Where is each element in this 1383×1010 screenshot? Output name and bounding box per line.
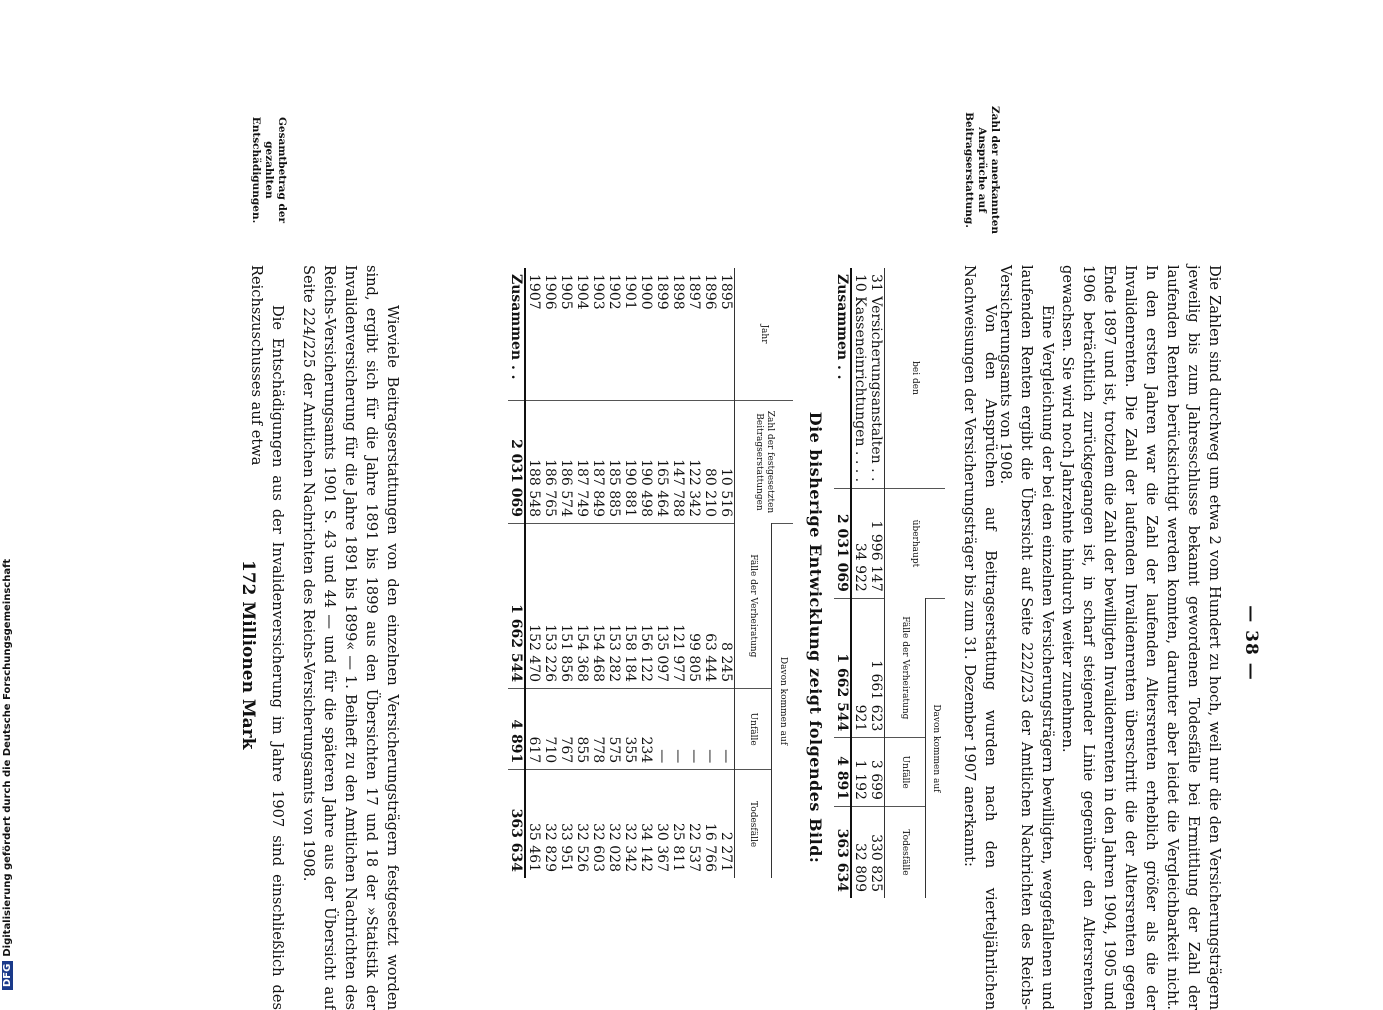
t2-cell: 1900: [638, 274, 654, 310]
page-number: — 38 —: [1241, 605, 1261, 681]
t2-cell: 22 537: [686, 770, 702, 878]
heading-entwicklung: Die bisherige Entwicklung zeigt folgendes Bild:: [806, 411, 825, 864]
t2-cell: 355: [622, 689, 638, 770]
t2-cell: 154 368: [574, 524, 590, 689]
t2-row: [574, 268, 590, 878]
t2-total-cell: 4 891: [508, 689, 525, 770]
digitization-note: Digitalisierung gefördert durch die Deutsche Forschungsgemeinschaft: [2, 558, 13, 957]
t2-row: [606, 268, 622, 878]
t2-cell: 190 498: [638, 401, 654, 524]
t1-cell: 34 922: [851, 489, 868, 599]
t2-cell: 152 470: [525, 524, 542, 689]
t2-cell: 153 282: [606, 524, 622, 689]
t2-cell: 188 548: [525, 401, 542, 524]
t2-cell: 1904: [574, 274, 590, 310]
t2-total-cell: 1 662 544: [508, 524, 525, 689]
t2-cell: 80 210: [702, 401, 718, 524]
paragraph-entschaedigungen: Die Entschädigungen aus der Invalidenversicherung im Jahre 1907 sind einschließlich des Reichszuschusses auf etwa: [248, 265, 286, 1010]
t2-cell: 25 811: [670, 770, 686, 878]
t1-cell: 330 825: [868, 806, 885, 898]
t2-cell: 16 766: [702, 770, 718, 878]
margin-note-entschaedigungen: Gesamtbetrag der gezahlten Entschädigungen.: [250, 116, 288, 224]
table-entwicklung: [508, 268, 793, 878]
t2-cell: 1902: [606, 274, 622, 310]
t1-row: [851, 268, 868, 898]
t2-cell: 187 849: [590, 401, 606, 524]
t2-cell: 10 516: [718, 401, 735, 524]
t2-row: [638, 268, 654, 878]
t1-header-ueberhaupt: überhaupt: [885, 489, 946, 599]
t2-cell: 156 122: [638, 524, 654, 689]
t2-cell: 122 342: [686, 401, 702, 524]
t1-total-cell: 1 662 544: [834, 598, 851, 738]
t2-row: [702, 268, 718, 878]
t1-total-cell: Zusammen . .: [834, 268, 851, 489]
t1-cell: 31 Versicherungsanstalten . .: [868, 274, 884, 482]
t1-total-row: [834, 268, 851, 898]
t1-group-header: Davon kommen auf: [926, 598, 946, 898]
t2-row: [686, 268, 702, 878]
t2-cell: 35 461: [525, 770, 542, 878]
t2-cell: —: [686, 689, 702, 770]
t2-cell: 33 951: [558, 770, 574, 878]
t2-row: [670, 268, 686, 878]
t2-cell: 151 856: [558, 524, 574, 689]
t2-cell: 710: [542, 689, 558, 770]
t2-total-cell: 2 031 069: [508, 401, 525, 524]
t1-header-unfaelle: Unfälle: [885, 738, 926, 807]
t2-cell: 187 749: [574, 401, 590, 524]
t2-cell: 121 977: [670, 524, 686, 689]
t2-cell: 190 881: [622, 401, 638, 524]
t2-cell: 30 367: [654, 770, 670, 878]
t2-cell: 153 226: [542, 524, 558, 689]
paragraph-beitragserstattungen: Wieviele Beitragserstattungen von den einzelnen Versicherungsträgern festgesetzt worden sind, ergibt sich für die Jahre 1891 bis 1899 aus den Übersichten 17 und 18 der »Statistik der Invalidenversicherung für die Jahre 1891 bis 1899« — 1. Beiheft zu den Amtlichen Nachrichten des Reichs-Versicherungsamts 1901 S. 43 und 44 — und für die späteren Jahre aus der Übersicht auf Seite 224/225 der Amtlichen Nachrichten des Reichs-Versicherungsamts von 1908.: [300, 265, 401, 1010]
t2-cell: 165 464: [654, 401, 670, 524]
t2-cell: —: [670, 689, 686, 770]
t2-cell: 147 788: [670, 401, 686, 524]
t1-header-todesfaelle: Todesfälle: [885, 806, 926, 898]
t2-header-unfaelle: Unfälle: [735, 689, 772, 770]
t1-cell: 32 809: [851, 806, 868, 898]
t2-row: [525, 268, 542, 878]
t2-cell: 32 028: [606, 770, 622, 878]
t2-header-jahr: Jahr: [735, 268, 794, 401]
t2-cell: 34 142: [638, 770, 654, 878]
t2-cell: 186 765: [542, 401, 558, 524]
t2-cell: 778: [590, 689, 606, 770]
margin-note-beitragserstattung: Zahl der anerkannten Ansprüche auf Beitragserstattung.: [963, 105, 1001, 235]
paragraph-ansprueche: Von den Ansprüchen auf Beitragserstattung wurden nach den vierteljährlichen Nachweisungen der Versicherungsträger bis zum 31. Dezember 1907 anerkannt:: [961, 265, 999, 1010]
t2-cell: 1901: [622, 274, 638, 310]
t2-cell: 135 097: [654, 524, 670, 689]
t2-cell: 32 342: [622, 770, 638, 878]
t2-cell: 154 468: [590, 524, 606, 689]
t2-cell: 32 526: [574, 770, 590, 878]
t1-total-cell: 4 891: [834, 738, 851, 807]
t2-row: [590, 268, 606, 878]
dfg-logo: DFG: [2, 961, 13, 990]
t1-cell: 921: [851, 598, 868, 738]
t2-cell: 2 271: [718, 770, 735, 878]
t1-cell: 10 Kasseneinrichtungen . . . .: [852, 274, 868, 483]
t1-cell: 1 192: [851, 738, 868, 807]
t2-group-header: Davon kommen auf: [772, 524, 794, 879]
t2-cell: 185 885: [606, 401, 622, 524]
paragraph-vergleichung: Eine Vergleichung der bei den einzelnen Versicherungsträgern bewilligten, weggefallenen und laufenden Renten ergibt die Übersicht auf Seite 222/223 der Amtlichen Nachrichten des Reichs-Versicherungsamts von 1908.: [997, 265, 1056, 1010]
t2-cell: 99 805: [686, 524, 702, 689]
t2-cell: —: [718, 689, 735, 770]
t2-row: [558, 268, 574, 878]
t2-cell: —: [654, 689, 670, 770]
t2-cell: 1898: [670, 274, 686, 310]
t2-total-cell: Zusammen . .: [508, 268, 525, 401]
t2-cell: 234: [638, 689, 654, 770]
t2-row: [654, 268, 670, 878]
t1-cell: 1 996 147: [868, 489, 885, 599]
t1-header-bei-den: bei den: [885, 268, 946, 489]
t2-header-festgesetzte: Zahl der festgesetzten Beitragserstattungen: [735, 401, 794, 524]
t2-cell: 1896: [702, 274, 718, 310]
t2-cell: 1895: [718, 274, 734, 310]
t2-total-cell: 363 634: [508, 770, 525, 878]
t2-cell: 63 444: [702, 524, 718, 689]
t1-cell: 3 699: [868, 738, 885, 807]
t2-cell: 1899: [654, 274, 670, 310]
t2-row: [718, 268, 735, 878]
t2-cell: 8 245: [718, 524, 735, 689]
t2-cell: 575: [606, 689, 622, 770]
t2-cell: 158 184: [622, 524, 638, 689]
t2-cell: 1905: [558, 274, 574, 310]
table-anerkannte-ansprueche: [834, 268, 945, 898]
t2-cell: 617: [525, 689, 542, 770]
t2-header-verheiratung: Fälle der Verheiratung: [735, 524, 772, 689]
t1-total-cell: 2 031 069: [834, 489, 851, 599]
t2-cell: 186 574: [558, 401, 574, 524]
t1-cell: 1 661 623: [868, 598, 885, 738]
t2-cell: 32 603: [590, 770, 606, 878]
t2-cell: 855: [574, 689, 590, 770]
t2-cell: 767: [558, 689, 574, 770]
t2-total-row: [508, 268, 525, 878]
amount-millionen: 172 Millionen Mark: [238, 560, 258, 750]
t2-row: [622, 268, 638, 878]
digitization-footer: [2, 0, 13, 990]
t2-cell: 32 829: [542, 770, 558, 878]
t2-cell: 1907: [526, 274, 542, 310]
t1-row: [868, 268, 885, 898]
t2-cell: 1903: [590, 274, 606, 310]
rotated-page: [233, 0, 1263, 1010]
paragraph-renten: Die Zahlen sind durchweg um etwa 2 vom Hundert zu hoch, weil nur die den Versicherungsträgern jeweilig bis zum Jahresschlusse bekannt gewordenen Todesfälle bei Ermittlung der Zahl der laufenden Renten berücksichtigt werden konnten, darunter aber leidet die Vergleichbarkeit nicht. In den ersten Jahren war die Zahl der laufenden Altersrenten erheblich größer als die der Invalidenrenten. Die Zahl der laufenden Invalidenrenten überschritt die der Altersrenten gegen Ende 1897 und ist, trotzdem die Zahl der bewilligten Invalidenrenten in den Jahren 1904, 1905 und 1906 beträchtlich zurückgegangen ist, in scharf steigender Linie gegenüber den Altersrenten gewachsen. Sie wird noch Jahrzehnte hindurch weiter zunehmen.: [1059, 265, 1223, 1010]
t1-total-cell: 363 634: [834, 806, 851, 898]
t2-header-todesfaelle: Todesfälle: [735, 770, 772, 878]
t2-cell: —: [702, 689, 718, 770]
t1-header-verheiratung: Fälle der Verheiratung: [885, 598, 926, 738]
t2-cell: 1906: [542, 274, 558, 310]
t2-row: [542, 268, 558, 878]
t2-cell: 1897: [686, 274, 702, 310]
